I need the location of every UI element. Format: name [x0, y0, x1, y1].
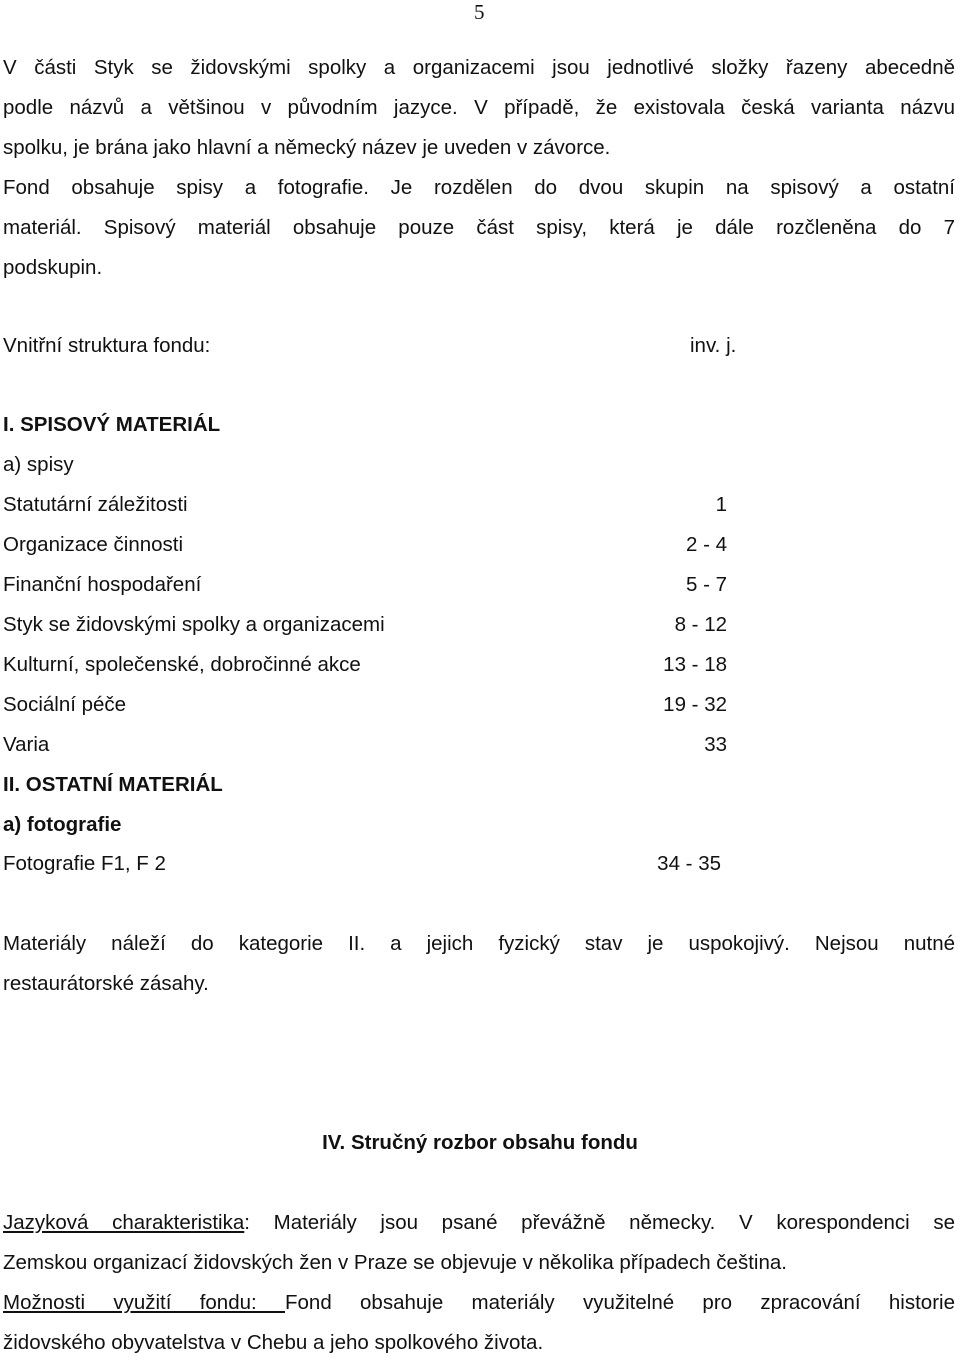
item-number: 1	[715, 493, 727, 516]
analysis-line: židovského obyvatelstva v Chebu a jeho spolkového života.	[3, 1331, 544, 1354]
analysis-paragraph	[3, 1203, 955, 1363]
state-line: Materiály náleží do kategorie II. a jejich fyzický stav je uspokojivý. Nejsou nutné	[3, 932, 955, 955]
section1-subtitle: a) spisy	[3, 453, 74, 476]
item-number: 33	[704, 733, 727, 756]
intro-line: spolku, je brána jako hlavní a německý název je uveden v závorce.	[3, 136, 611, 159]
state-paragraph	[3, 924, 955, 1004]
language-label: Jazyková charakteristika	[3, 1211, 245, 1234]
item-number: 13 - 18	[663, 653, 727, 676]
page-number: 5	[474, 0, 485, 24]
item-name: Statutární záležitosti	[3, 493, 188, 516]
item-number: 8 - 12	[674, 613, 727, 636]
item-number: 19 - 32	[663, 693, 727, 716]
language-text: : Materiály jsou psané převážně německy. V korespondenci se	[244, 1211, 955, 1234]
list-item	[3, 725, 727, 765]
structure-label: Vnitřní struktura fondu:	[3, 334, 211, 357]
list-item	[3, 525, 727, 565]
intro-line: materiál. Spisový materiál obsahuje pouze část spisy, která je dále rozčleněna do 7	[3, 216, 955, 239]
list-item	[3, 645, 727, 685]
list-item	[3, 485, 727, 525]
state-line: restaurátorské zásahy.	[3, 972, 209, 995]
inv-column-label: inv. j.	[690, 334, 737, 357]
list-item	[3, 605, 727, 645]
section4-heading: IV. Stručný rozbor obsahu fondu	[322, 1131, 638, 1154]
usage-label: Možnosti využití fondu:	[3, 1291, 285, 1314]
section2-subtitle: a) fotografie	[3, 813, 122, 836]
item-name: Organizace činnosti	[3, 533, 184, 556]
item-number: 34 - 35	[657, 852, 721, 875]
item-name: Sociální péče	[3, 693, 127, 716]
item-name: Fotografie F1, F 2	[3, 852, 166, 875]
photo-item	[3, 844, 721, 884]
section1-title: I. SPISOVÝ MATERIÁL	[3, 413, 221, 436]
section2-title: II. OSTATNÍ MATERIÁL	[3, 773, 223, 796]
item-number: 2 - 4	[685, 533, 727, 556]
analysis-line	[3, 1203, 955, 1243]
analysis-line: Zemskou organizací židovských žen v Praze se objevuje v několika případech čeština.	[3, 1251, 787, 1274]
intro-line: podskupin.	[3, 256, 103, 279]
intro-paragraph	[3, 48, 955, 288]
item-name: Varia	[3, 733, 50, 756]
intro-line: V části Styk se židovskými spolky a organizacemi jsou jednotlivé složky řazeny abecedně	[3, 56, 955, 79]
list-item	[3, 565, 727, 605]
item-name: Kulturní, společenské, dobročinné akce	[3, 653, 361, 676]
analysis-line	[3, 1283, 955, 1323]
intro-line: podle názvů a většinou v původním jazyce. V případě, že existovala česká varianta názvu	[3, 96, 955, 119]
item-number: 5 - 7	[685, 573, 727, 596]
structure-header	[3, 326, 763, 366]
intro-line: Fond obsahuje spisy a fotografie. Je rozdělen do dvou skupin na spisový a ostatní	[3, 176, 955, 199]
item-name: Finanční hospodaření	[3, 573, 202, 596]
list-item	[3, 685, 727, 725]
item-name: Styk se židovskými spolky a organizacemi	[3, 613, 385, 636]
usage-text: Fond obsahuje materiály využitelné pro zpracování historie	[285, 1291, 955, 1314]
